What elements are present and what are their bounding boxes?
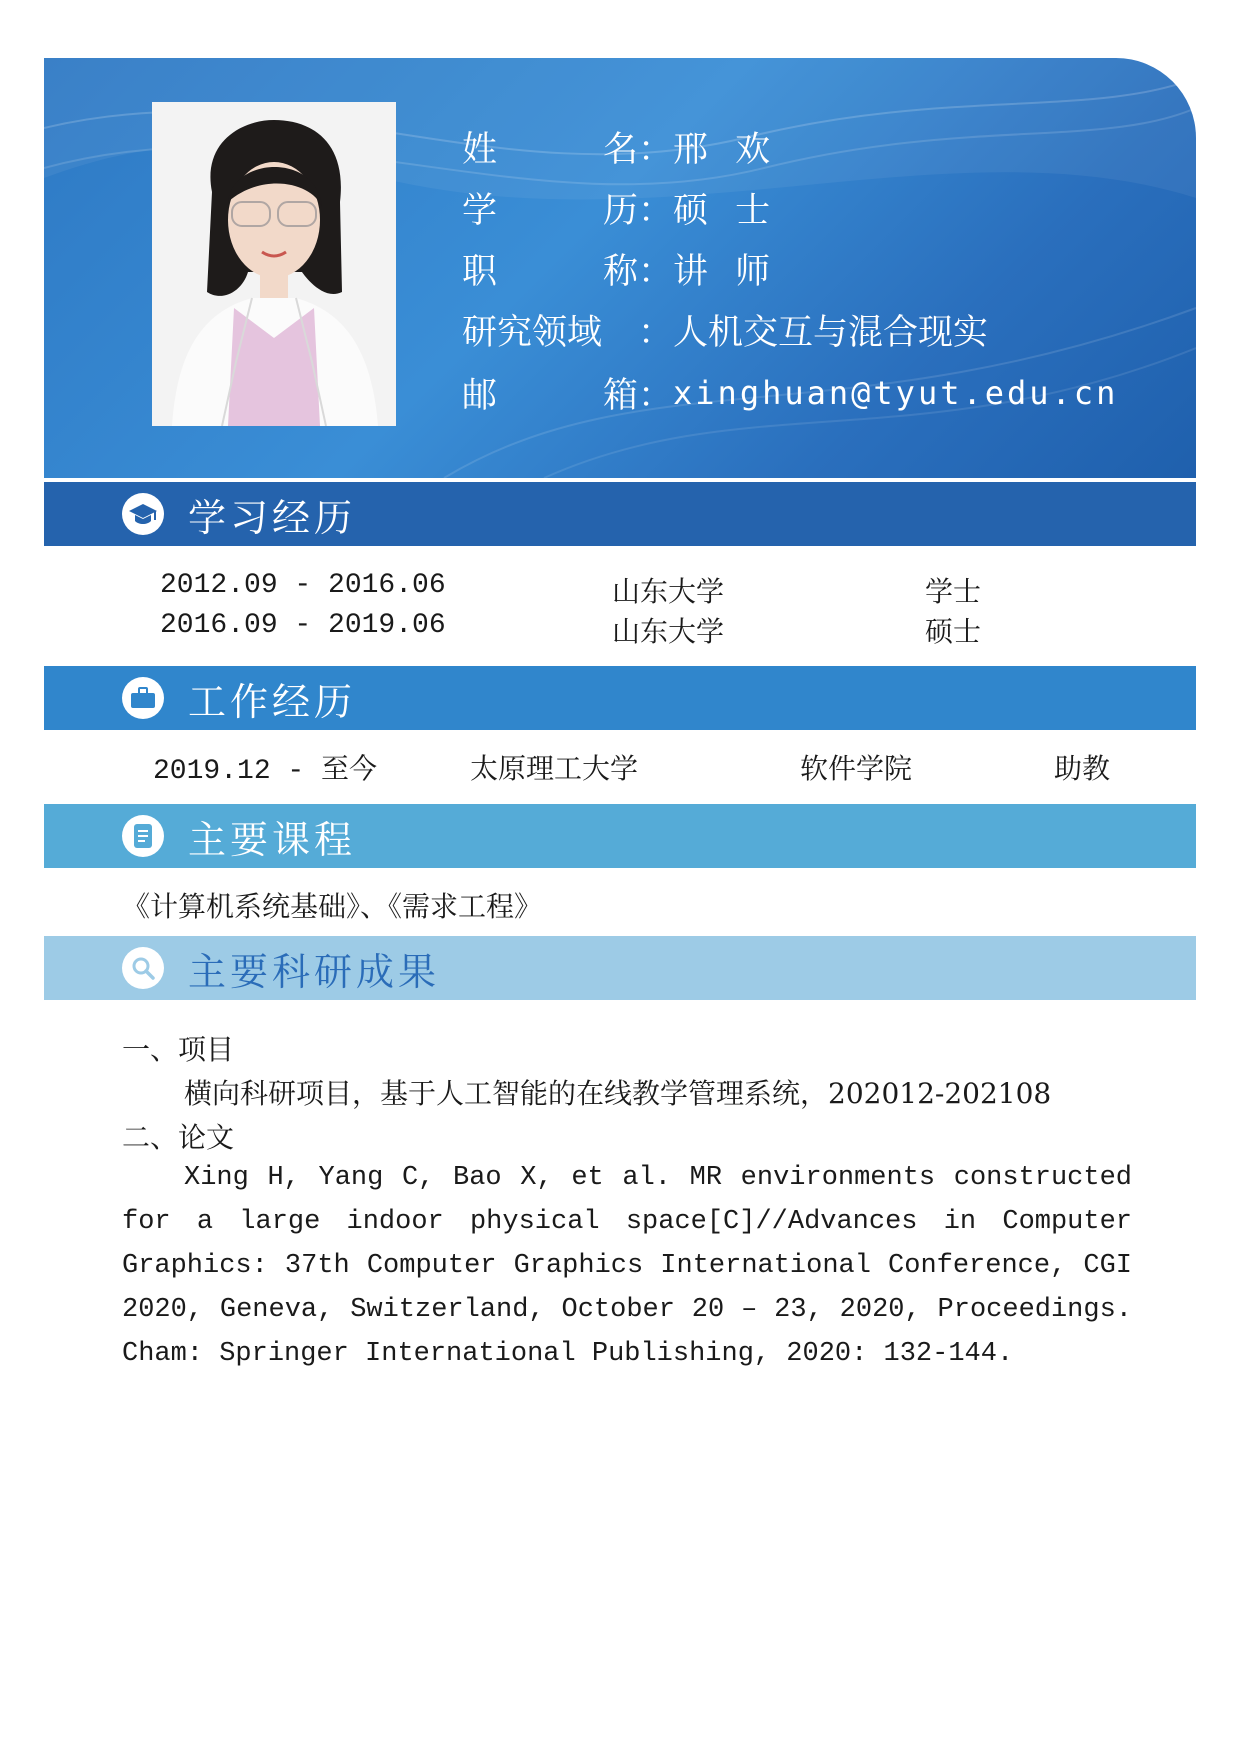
graduation-cap-icon [122, 493, 164, 535]
document-icon [122, 815, 164, 857]
email-link[interactable]: xinghuan@tyut.edu.cn [673, 374, 1119, 412]
info-value-field: 人机交互与混合现实 [673, 313, 989, 353]
label-char: 箱 [602, 376, 638, 416]
colon: ： [638, 376, 674, 416]
edu-degree: 学士 [925, 575, 982, 608]
colon: ： [638, 313, 674, 353]
work-department: 软件学院 [800, 752, 913, 785]
search-icon [122, 947, 164, 989]
section-courses-header [44, 804, 1196, 868]
profile-photo [152, 102, 396, 426]
info-row-degree [462, 183, 778, 233]
info-value-title: 讲 师 [673, 252, 779, 292]
briefcase-icon [122, 677, 164, 719]
label-char: 名 [602, 130, 638, 170]
info-row-email [462, 368, 1118, 418]
portrait-illustration [152, 102, 396, 426]
label-char: 邮 [462, 376, 498, 416]
work-period: 2019.12 - 至今 [153, 756, 378, 787]
section-education-header [44, 482, 1196, 546]
edu-period: 2012.09 - 2016.06 [160, 570, 446, 601]
colon: ： [638, 252, 674, 292]
colon: ： [638, 191, 674, 231]
project-item: 横向科研项目，基于人工智能的在线教学管理系统，202012-202108 [184, 1077, 1052, 1110]
info-row-name [462, 122, 778, 172]
info-value-degree: 硕 士 [673, 191, 779, 231]
label-char: 称 [602, 252, 638, 292]
edu-period: 2016.09 - 2019.06 [160, 610, 446, 641]
colon: ： [638, 130, 674, 170]
paper-citation: Xing H, Yang C, Bao X, et al. MR environments constructed for a large indoor physical space[C]//Advances in Computer Graphics: 37th Computer Graphics International Conference, CGI 2020, Geneva, Switzerland, October 20 – 23, 2020, Proceedings. Cham: Springer International Publishing, 2020: 132-144. [122, 1163, 1132, 1369]
label-char: 姓 [462, 130, 498, 170]
work-organization: 太原理工大学 [470, 752, 639, 785]
info-label-email [462, 368, 638, 418]
work-position: 助教 [1054, 752, 1111, 785]
info-row-title [462, 244, 778, 294]
info-label-degree [462, 183, 638, 233]
edu-degree: 硕士 [925, 615, 982, 648]
edu-school: 山东大学 [612, 615, 725, 648]
info-value-name: 邢 欢 [673, 130, 779, 170]
label-char: 学 [462, 191, 498, 231]
edu-school: 山东大学 [612, 575, 725, 608]
info-label-title [462, 244, 638, 294]
info-label-field: 研究领域 [462, 313, 603, 353]
paper-heading: 二、论文 [122, 1121, 235, 1154]
section-research-header [44, 936, 1196, 1000]
info-row-field [462, 305, 988, 355]
label-char: 历 [602, 191, 638, 231]
project-heading: 一、项目 [122, 1033, 235, 1066]
section-title-research: 主要科研成果 [188, 949, 441, 994]
section-title-courses: 主要课程 [188, 817, 357, 862]
section-title-education: 学习经历 [188, 495, 357, 540]
section-title-work: 工作经历 [188, 679, 357, 724]
courses-list: 《计算机系统基础》、《需求工程》 [122, 890, 543, 923]
section-work-header [44, 666, 1196, 730]
label-char: 职 [462, 252, 498, 292]
info-label-name [462, 122, 638, 172]
